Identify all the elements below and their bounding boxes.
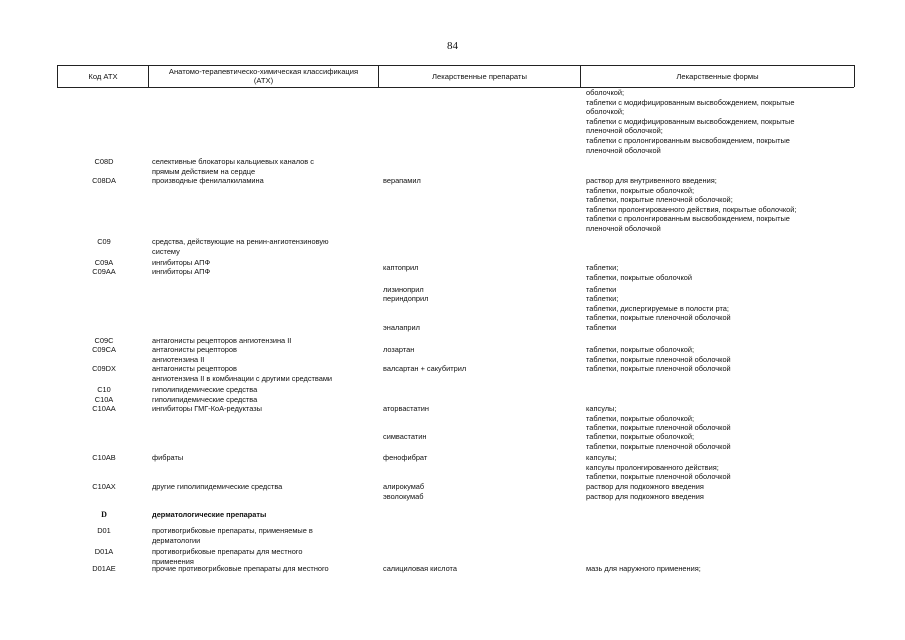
row-drug: эналаприл bbox=[383, 323, 420, 332]
row-classification: антагонисты рецепторов ангиотензина II в комбинации с другими средствами bbox=[152, 364, 333, 383]
row-forms: таблетки bbox=[586, 285, 617, 294]
row-code: C10 bbox=[97, 385, 111, 394]
page-number: 84 bbox=[447, 40, 458, 52]
row-drug: валсартан + сакубитрил bbox=[383, 364, 467, 373]
row-forms: оболочкой; таблетки с модифицированным высвобождением, покрытые оболочкой; таблетки с модифицированным высвобождением, покрытые пленочной оболочкой; таблетки с пролонгированным высвобождением, покрытые пленочной оболочкой bbox=[586, 88, 795, 155]
row-drug: салициловая кислота bbox=[383, 564, 457, 573]
row-forms: раствор для внутривенного введения; таблетки, покрытые оболочкой; таблетки, покрытые пленочной оболочкой; таблетки пролонгированного действия, покрытые оболочкой; таблетки с пролонгированным высвобождением, покрытые пленочной оболочкой bbox=[586, 176, 797, 233]
row-forms: раствор для подкожного введения раствор для подкожного введения bbox=[586, 482, 704, 501]
row-classification: ингибиторы ГМГ-КоА-редуктазы bbox=[152, 404, 262, 413]
row-classification: антагонисты рецепторов ангиотензина II bbox=[152, 345, 237, 364]
row-drug: фенофибрат bbox=[383, 453, 428, 462]
header-forms-text: Лекарственные формы bbox=[676, 71, 759, 81]
row-forms: таблетки, покрытые оболочкой; таблетки, покрытые пленочной оболочкой bbox=[586, 345, 731, 364]
row-code: D01AE bbox=[92, 564, 116, 573]
row-forms: таблетки; таблетки, диспергируемые в полости рта; таблетки, покрытые пленочной оболочкой bbox=[586, 294, 731, 323]
row-code: C08DA bbox=[92, 176, 116, 185]
row-code: C10AB bbox=[92, 453, 116, 462]
row-code: D01A bbox=[94, 547, 114, 556]
row-code: C09 bbox=[97, 237, 111, 246]
row-drug: симвастатин bbox=[383, 432, 427, 441]
row-code: C09C bbox=[94, 336, 114, 345]
row-classification: ингибиторы АПФ bbox=[152, 267, 211, 276]
header-drugs-text: Лекарственные препараты bbox=[432, 71, 527, 81]
row-code: C10A bbox=[94, 395, 114, 404]
row-drug: верапамил bbox=[383, 176, 421, 185]
row-drug: алирокумаб эволокумаб bbox=[383, 482, 425, 501]
row-code: C09AA bbox=[92, 267, 116, 276]
row-classification: антагонисты рецепторов ангиотензина II bbox=[152, 336, 292, 345]
row-drug: лозартан bbox=[383, 345, 415, 354]
row-classification: противогрибковые препараты, применяемые в дерматологии bbox=[152, 526, 313, 545]
row-classification: ингибиторы АПФ bbox=[152, 258, 211, 267]
row-code: C09DX bbox=[92, 364, 116, 373]
row-drug: лизиноприл bbox=[383, 285, 424, 294]
row-classification: прочие противогрибковые препараты для местного bbox=[152, 564, 329, 573]
row-drug: аторвастатин bbox=[383, 404, 429, 413]
row-code: C10AX bbox=[92, 482, 116, 491]
row-forms: капсулы; таблетки, покрытые оболочкой; таблетки, покрытые пленочной оболочкой bbox=[586, 404, 731, 433]
row-forms: таблетки, покрытые пленочной оболочкой bbox=[586, 364, 731, 373]
row-classification: гиполипидемические средства bbox=[152, 395, 258, 404]
row-classification: другие гиполипидемические средства bbox=[152, 482, 283, 491]
row-classification: фибраты bbox=[152, 453, 184, 462]
row-classification: гиполипидемические средства bbox=[152, 385, 258, 394]
row-drug: периндоприл bbox=[383, 294, 429, 303]
row-classification: дерматологические препараты bbox=[152, 510, 267, 519]
row-code: C09A bbox=[94, 258, 114, 267]
row-code: D01 bbox=[97, 526, 111, 535]
row-classification: производные фенилалкиламина bbox=[152, 176, 264, 185]
row-classification: противогрибковые препараты для местного применения bbox=[152, 547, 303, 566]
row-code: C10AA bbox=[92, 404, 116, 413]
row-forms: таблетки; таблетки, покрытые оболочкой bbox=[586, 263, 693, 282]
row-code: C08D bbox=[94, 157, 114, 166]
row-code: D bbox=[101, 510, 107, 519]
row-code: C09CA bbox=[92, 345, 116, 354]
header-code-text: Код АТХ bbox=[88, 71, 118, 81]
row-forms: таблетки, покрытые оболочкой; таблетки, покрытые пленочной оболочкой bbox=[586, 432, 731, 451]
row-forms: мазь для наружного применения; bbox=[586, 564, 701, 573]
header-classification-text: Анатомо-терапевтическо-химическая классификация (АТХ) bbox=[168, 67, 359, 85]
row-classification: средства, действующие на ренин-ангиотензиновую систему bbox=[152, 237, 329, 256]
row-forms: таблетки bbox=[586, 323, 617, 332]
row-drug: каптоприл bbox=[383, 263, 419, 272]
row-forms: капсулы; капсулы пролонгированного действия; таблетки, покрытые пленочной оболочкой bbox=[586, 453, 731, 482]
row-classification: селективные блокаторы кальциевых каналов с прямым действием на сердце bbox=[152, 157, 314, 176]
